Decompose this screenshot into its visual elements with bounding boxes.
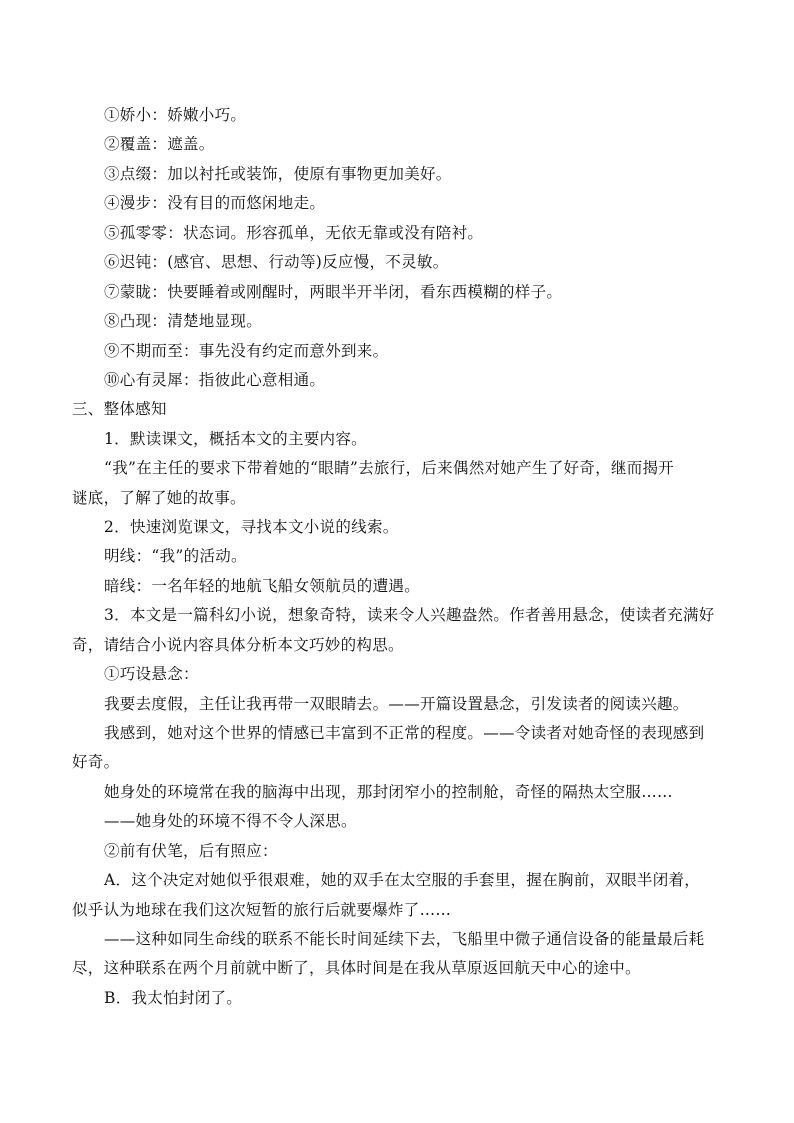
vocab-item-6: ⑥迟钝：(感官、思想、行动等)反应慢，不灵敏。: [104, 253, 449, 271]
question-2: 2．快速浏览课文，寻找本文小说的线索。: [104, 518, 399, 536]
point-2-title: ②前有伏笔，后有照应：: [104, 842, 278, 860]
point-a-line-3: ——这种如同生命线的联系不能长时间延续下去，飞船里中微子通信设备的能量最后耗: [104, 930, 705, 948]
vocab-item-4: ④漫步：没有目的而悠闲地走。: [104, 194, 326, 212]
vocab-item-2: ②覆盖：遮盖。: [104, 135, 215, 153]
point-1-line-3: 好奇。: [72, 753, 120, 771]
vocab-item-7: ⑦蒙眬：快要睡着或刚醒时，两眼半开半闭，看东西模糊的样子。: [104, 283, 563, 301]
answer-1-line-2: 谜底，了解了她的故事。: [72, 489, 246, 507]
section-title: 三、整体感知: [72, 400, 167, 418]
answer-1-line-1: “我”在主任的要求下带着她的“眼睛”去旅行，后来偶然对她产生了好奇，继而揭开: [104, 459, 675, 477]
point-1-title: ①巧设悬念：: [104, 665, 199, 683]
point-1-line-4: 她身处的环境常在我的脑海中出现，那封闭窄小的控制舱，奇怪的隔热太空服……: [104, 783, 673, 801]
answer-2-line-1: 明线：“我”的活动。: [104, 547, 247, 565]
point-a-line-1: A．这个决定对她似乎很艰难，她的双手在太空服的手套里，握在胸前，双眼半闭着，: [104, 871, 701, 889]
point-a-line-2: 似乎认为地球在我们这次短暂的旅行后就要爆炸了……: [72, 901, 452, 919]
vocab-item-3: ③点缀：加以衬托或装饰，使原有事物更加美好。: [104, 165, 452, 183]
answer-2-line-2: 暗线：一名年轻的地航飞船女领航员的遭遇。: [104, 577, 421, 595]
question-1: 1．默读课文，概括本文的主要内容。: [104, 430, 367, 448]
question-3-line-2: 奇，请结合小说内容具体分析本文巧妙的构思。: [72, 636, 404, 654]
point-1-line-2: 我感到，她对这个世界的情感已丰富到不正常的程度。——令读者对她奇怪的表现感到: [104, 724, 705, 742]
vocab-item-10: ⑩心有灵犀：指彼此心意相通。: [104, 371, 326, 389]
vocab-item-8: ⑧凸现：清楚地显现。: [104, 312, 263, 330]
point-1-line-1: 我要去度假，主任让我再带一双眼睛去。——开篇设置悬念，引发读者的阅读兴趣。: [104, 695, 689, 713]
question-3-line-1: 3．本文是一篇科幻小说，想象奇特，读来令人兴趣盎然。作者善用悬念，使读者充满好: [104, 606, 715, 624]
vocab-item-9: ⑨不期而至：事先没有约定而意外到来。: [104, 342, 389, 360]
vocab-item-1: ①娇小：娇嫩小巧。: [104, 106, 247, 124]
point-b-line-1: B．我太怕封闭了。: [104, 989, 243, 1007]
point-1-line-5: ——她身处的环境不得不令人深思。: [104, 812, 357, 830]
point-a-line-4: 尽，这种联系在两个月前就中断了，具体时间是在我从草原返回航天中心的途中。: [72, 959, 641, 977]
vocab-item-5: ⑤孤零零：状态词。形容孤单，无依无靠或没有陪衬。: [104, 224, 484, 242]
